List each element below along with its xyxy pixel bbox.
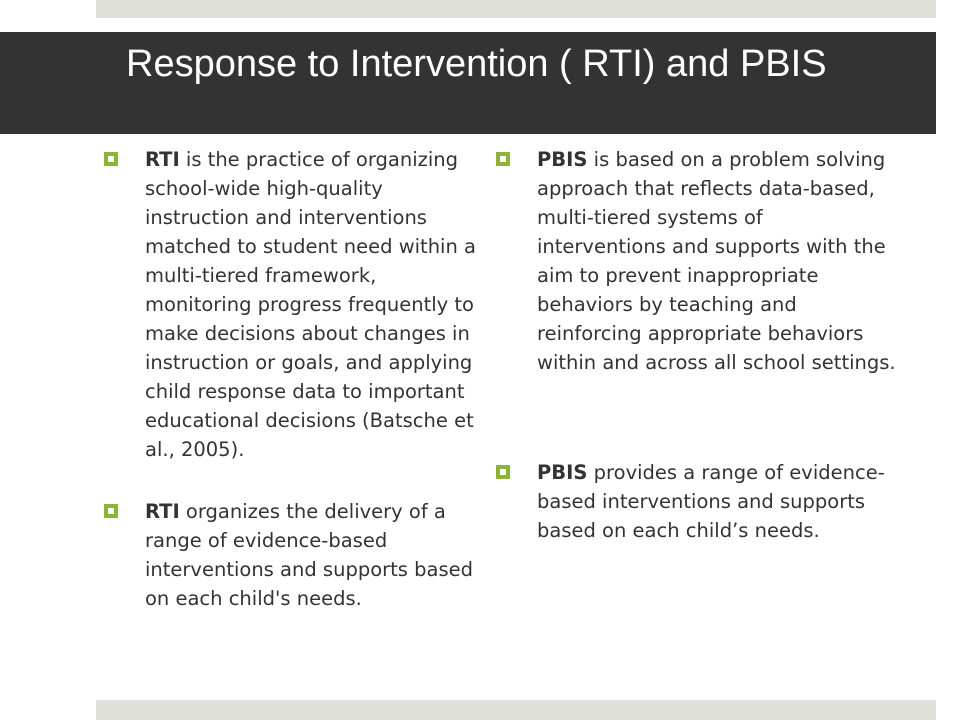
term-label: PBIS [537,148,588,171]
term-label: PBIS [537,461,588,484]
pbis-definition-item [496,145,896,377]
item-text: is based on a problem solving approach that reflects data-based, multi-tiered systems of interventions and supports with the aim to prevent inappropriate behaviors by teaching and reinforcing appropriate behaviors within and across all school settings. [537,148,896,374]
square-bullet-icon [104,152,118,166]
square-bullet-icon [496,152,510,166]
pbis-supports-item [496,458,896,545]
term-label: RTI [145,148,180,171]
term-label: RTI [145,500,180,523]
item-text: provides a range of evidence-based interventions and supports based on each child’s needs. [537,461,885,542]
rti-definition-item [104,145,484,464]
item-text: organizes the delivery of a range of evidence-based interventions and supports based on each child's needs. [145,500,474,610]
top-decorative-band [96,0,936,18]
left-column [104,145,484,613]
slide-title: Response to Intervention ( RTI) and PBIS [126,43,827,85]
rti-delivery-item [104,497,484,613]
item-text: is the practice of organizing school-wide high-quality instruction and interventions matched to student need within a multi-tiered framework, monitoring progress frequently to make decisions about changes in instruction or goals, and applying child response data to important educational decisions (Batsche et al., 2005). [145,148,476,461]
square-bullet-icon [496,465,510,479]
bottom-decorative-band [96,700,936,720]
square-bullet-icon [104,504,118,518]
right-column [496,145,896,545]
